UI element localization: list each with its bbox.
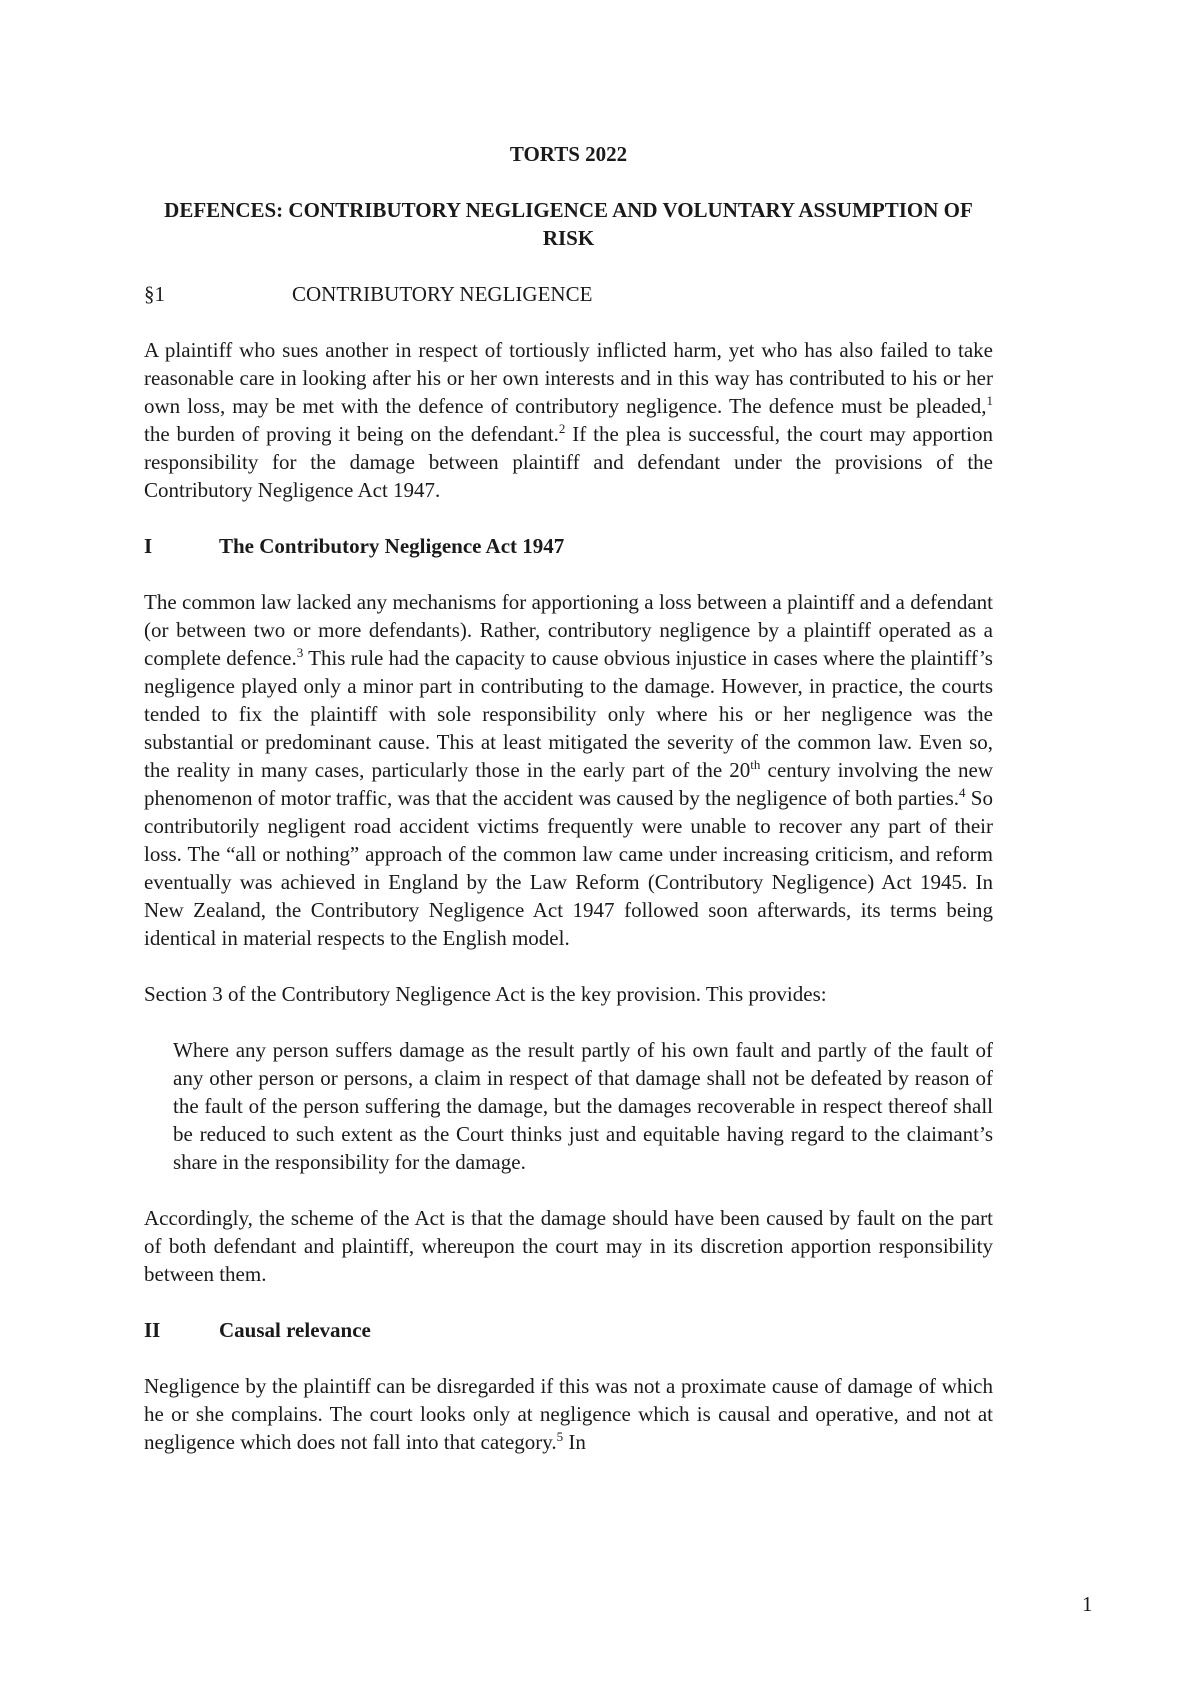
p2-text-b: In: [563, 1430, 586, 1454]
ordinal-suffix: th: [750, 757, 761, 772]
subheading-part-2: [144, 1316, 993, 1344]
statute-quote: Where any person suffers damage as the result partly of his own fault and partly of the fault of any other person or persons, a claim in respect of that damage shall not be defeated by reason of the fault of the person suffering the damage, but the damages recoverable in respect thereof shall be reduced to such extent as the Court thinks just and equitable having regard to the claimant’s share in the responsibility for the damage.: [173, 1038, 993, 1174]
intro-text-a: A plaintiff who sues another in respect of tortiously inflicted harm, yet who has also failed to take reasonable care in looking after his or her own interests and in this way has contributed to his or her own loss, may be met with the defence of contributory negligence. The defence must be pleaded,: [144, 338, 993, 418]
section-number: §1: [144, 282, 165, 306]
intro-text-c: If the plea is successful, the court may apportion responsibility for the damage between plaintiff and defendant under the provisions of the Contributory Negligence Act 1947.: [144, 422, 994, 502]
document-title: TORTS 2022: [509, 142, 628, 166]
p1-text-a: The common law lacked any mechanisms for apportioning a loss between a plaintiff and a defendant (or between two or more defendants). Rather, contributory negligence by a plaintiff operated as a complete defence.: [144, 590, 993, 670]
intro-text-b: the burden of proving it being on the defendant.: [144, 422, 559, 446]
intro-paragraph: [144, 336, 993, 504]
footnote-ref-5[interactable]: 5: [556, 1429, 564, 1444]
section-title: CONTRIBUTORY NEGLIGENCE: [292, 282, 593, 306]
page-number: 1: [1082, 1592, 1093, 1616]
part-1-title: The Contributory Negligence Act 1947: [219, 534, 565, 558]
footnote-ref-3[interactable]: 3: [296, 645, 304, 660]
footnote-ref-4[interactable]: 4: [959, 785, 966, 800]
part-1-paragraph-3: Accordingly, the scheme of the Act is that the damage should have been caused by fault on the part of both defendant and plaintiff, whereupon the court may in its discretion apportion responsibility between them.: [144, 1206, 993, 1286]
part-2-title: Causal relevance: [219, 1318, 371, 1342]
subheading-part-1: [144, 532, 993, 560]
part-1-number: I: [144, 534, 153, 558]
p1-text-d: So contributorily negligent road accident victims frequently were unable to recover any part of their loss. The “all or nothing” approach of the common law came under increasing criticism, and reform eventually was achieved in England by the Law Reform (Contributory Negligence) Act 1945. In New Zealand, the Contributory Negligence Act 1947 followed soon afterwards, its terms being identical in material respects to the English model.: [144, 786, 993, 950]
part-1-paragraph-2: Section 3 of the Contributory Negligence Act is the key provision. This provides:: [144, 982, 827, 1006]
document-subtitle: DEFENCES: CONTRIBUTORY NEGLIGENCE AND VOLUNTARY ASSUMPTION OF RISK: [164, 198, 973, 250]
section-heading: [144, 280, 993, 308]
p2-text-a: Negligence by the plaintiff can be disregarded if this was not a proximate cause of damage of which he or she complains. The court looks only at negligence which is causal and operative, and not at negligence which does not fall into that category.: [144, 1374, 993, 1454]
footnote-ref-2[interactable]: 2: [558, 421, 566, 436]
document-page: [144, 140, 993, 1484]
footnote-ref-1[interactable]: 1: [986, 393, 993, 408]
part-2-number: II: [144, 1318, 161, 1342]
p1-text-b: This rule had the capacity to cause obvious injustice in cases where the plaintiff’s negligence played only a minor part in contributing to the damage. However, in practice, the courts tended to fix the plaintiff with sole responsibility only where his or her negligence was the substantial or predominant cause. This at least mitigated the severity of the common law. Even so, the reality in many cases, particularly those in the early part of the 20: [144, 646, 993, 782]
part-2-paragraph-1: [144, 1372, 993, 1456]
p1-text-c: century involving the new phenomenon of motor traffic, was that the accident was caused by the negligence of both parties.: [144, 758, 993, 810]
part-1-paragraph-1: [144, 588, 993, 952]
